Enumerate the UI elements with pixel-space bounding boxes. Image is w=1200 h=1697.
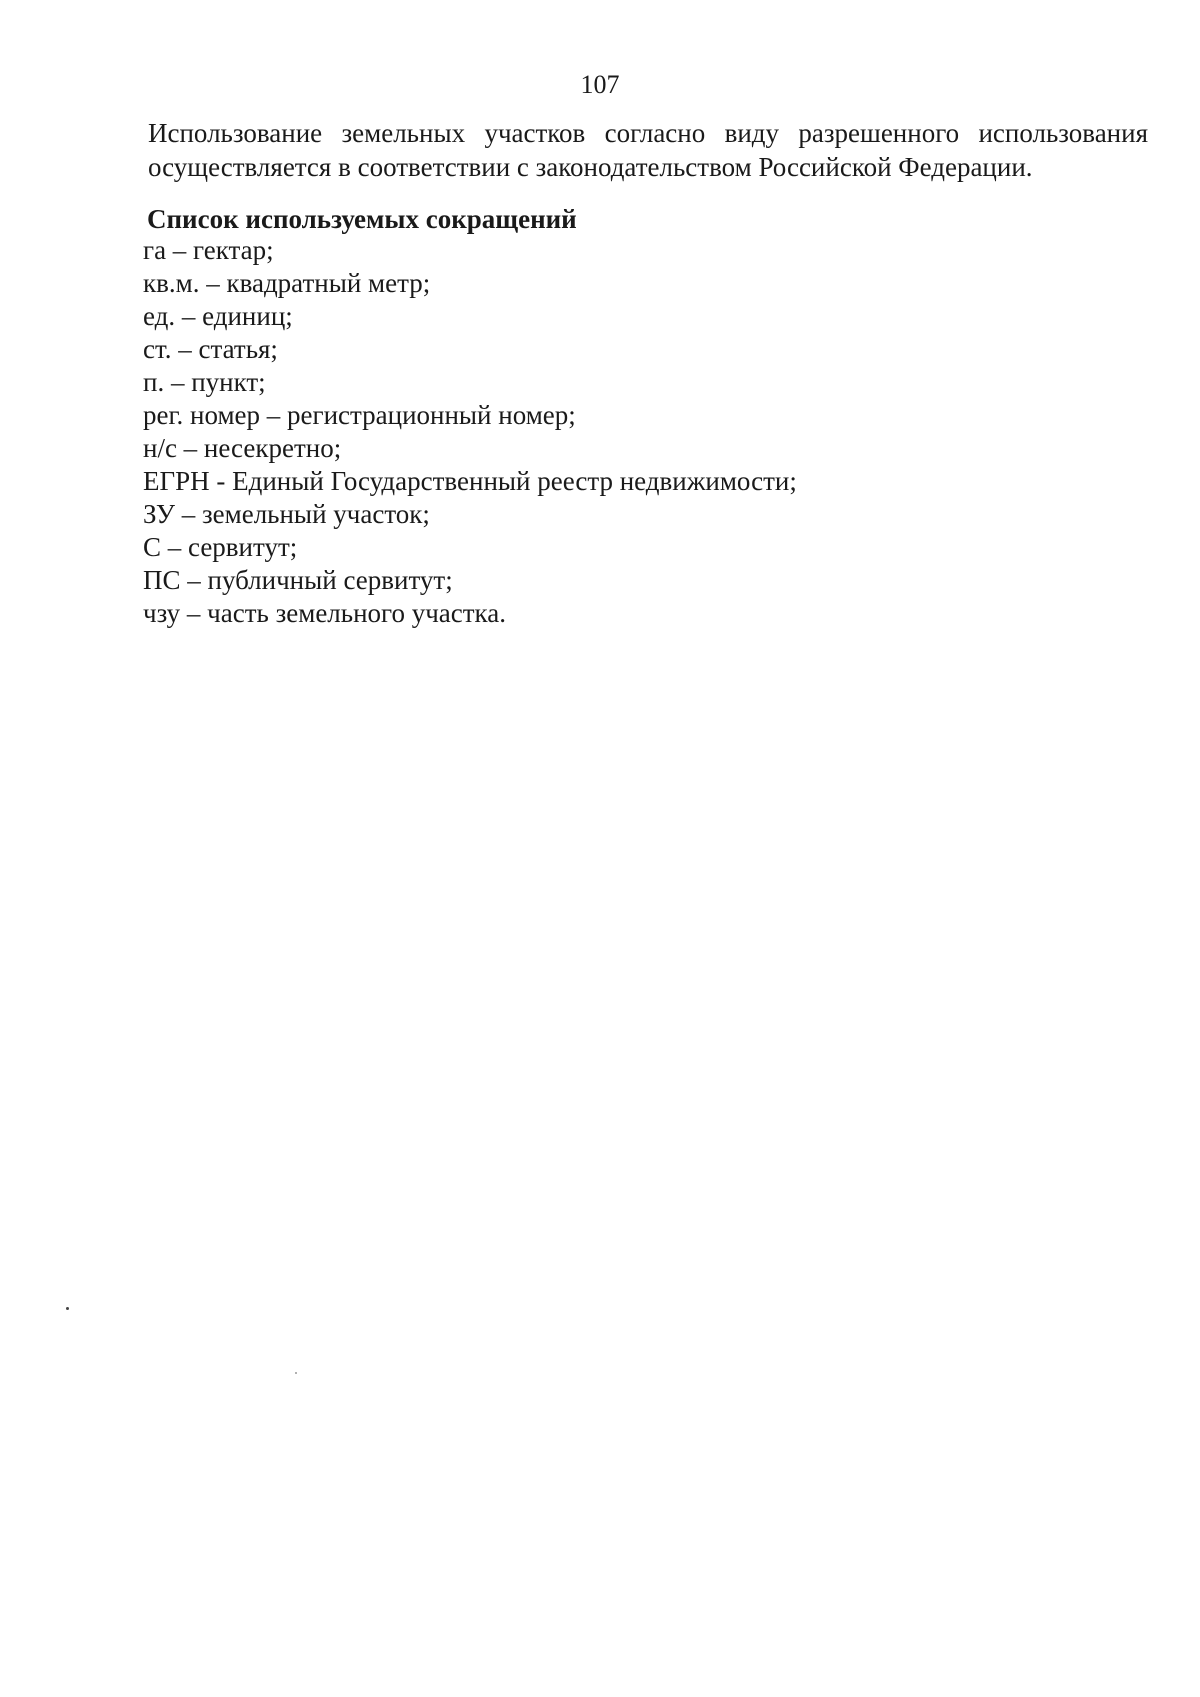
abbreviation-item: чзу – часть земельного участка. [143,598,506,628]
body-paragraph [148,116,1148,184]
paragraph-line: осуществляется в соответствии с законодательством Российской Федерации. [148,152,1033,182]
scan-speck [295,1372,297,1374]
scan-speck [66,1307,69,1310]
page-number: 107 [580,70,620,99]
abbreviation-item: ПС – публичный сервитут; [143,565,453,595]
abbreviation-item: ед. – единиц; [143,301,293,331]
abbreviation-item: кв.м. – квадратный метр; [143,268,431,298]
abbreviation-item: ст. – статья; [143,334,278,364]
abbreviation-item: С – сервитут; [143,532,298,562]
paragraph-line: Использование земельных участков согласно виду разрешенного использования [148,118,1148,148]
abbreviation-item: ЗУ – земельный участок; [143,499,430,529]
abbreviations-list [143,234,797,630]
abbreviation-item: ЕГРН - Единый Государственный реестр недвижимости; [143,466,797,496]
abbreviation-item: рег. номер – регистрационный номер; [143,400,576,430]
abbreviation-item: п. – пункт; [143,367,266,397]
abbreviations-heading: Список используемых сокращений [147,204,577,234]
abbreviation-item: н/с – несекретно; [143,433,342,463]
abbreviation-item: га – гектар; [143,235,274,265]
